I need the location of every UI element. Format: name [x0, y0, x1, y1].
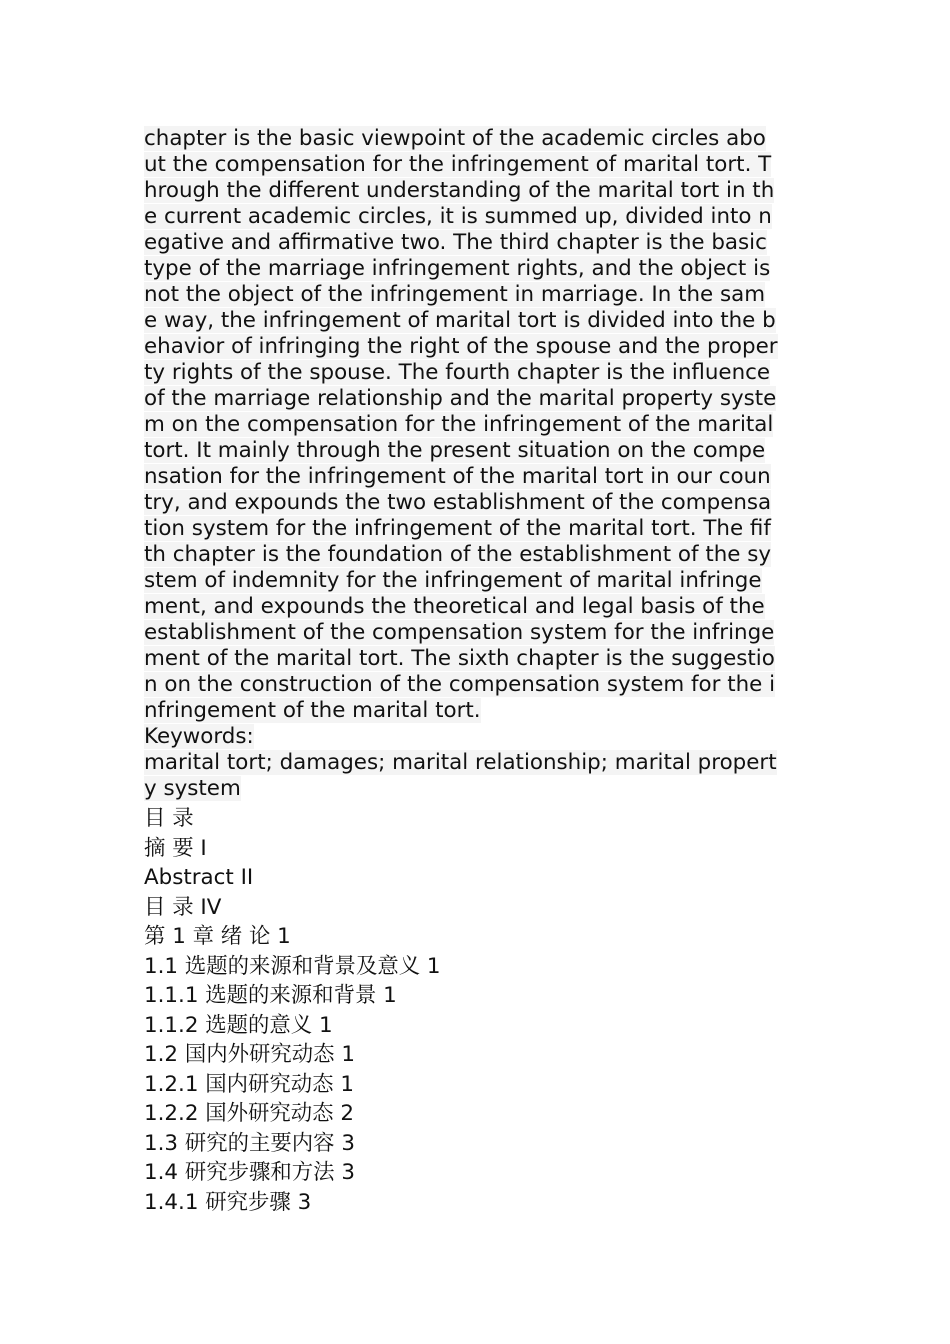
- toc-entry: 目 录 IV: [144, 894, 222, 920]
- abstract-line: nsation for the infringement of the marital tort in our coun: [144, 464, 771, 489]
- toc-entry: 1.2.1 国内研究动态 1: [144, 1071, 354, 1097]
- toc-entry: 1.2.2 国外研究动态 2: [144, 1101, 354, 1126]
- abstract-line: ut the compensation for the infringement of marital tort. T: [144, 152, 772, 177]
- abstract-line: chapter is the basic viewpoint of the academic circles abo: [144, 126, 766, 151]
- abstract-line: ty rights of the spouse. The fourth chapter is the influence: [144, 360, 771, 385]
- table-of-contents: [144, 804, 814, 1217]
- abstract-line: try, and expounds the two establishment of the compensa: [144, 490, 772, 515]
- toc-entry: 1.2 国内外研究动态 1: [144, 1042, 355, 1067]
- toc-heading: 目 录: [144, 806, 194, 831]
- toc-entry: 1.3 研究的主要内容 3: [144, 1130, 355, 1156]
- abstract-line: hrough the different understanding of the marital tort in th: [144, 178, 775, 203]
- document-page: [144, 126, 814, 1217]
- toc-entry: 1.1.2 选题的意义 1: [144, 1012, 333, 1038]
- abstract-line: establishment of the compensation system for the infringe: [144, 620, 775, 645]
- abstract-line: m on the compensation for the infringement of the marital: [144, 412, 774, 437]
- abstract-line: n on the construction of the compensation system for the i: [144, 672, 776, 697]
- abstract-line: egative and affirmative two. The third chapter is the basic: [144, 230, 767, 255]
- toc-entry: 1.4.1 研究步骤 3: [144, 1189, 312, 1215]
- abstract-line: e current academic circles, it is summed up, divided into n: [144, 204, 772, 229]
- toc-entry: 1.1 选题的来源和背景及意义 1: [144, 953, 441, 979]
- abstract-line: stem of indemnity for the infringement of marital infringe: [144, 568, 762, 593]
- keywords-label: Keywords:: [144, 724, 254, 749]
- toc-entry: Abstract II: [144, 865, 254, 890]
- toc-entry: 1.4 研究步骤和方法 3: [144, 1160, 355, 1185]
- toc-entry: 摘 要 I: [144, 835, 207, 861]
- keywords-line: marital tort; damages; marital relationship; marital propert: [144, 750, 777, 775]
- abstract-line: of the marriage relationship and the marital property syste: [144, 386, 777, 411]
- abstract-line: tort. It mainly through the present situation on the compe: [144, 438, 766, 463]
- abstract-line: ment of the marital tort. The sixth chapter is the suggestio: [144, 646, 775, 671]
- toc-entry: 第 1 章 绪 论 1: [144, 924, 291, 949]
- keywords-line: y system: [144, 776, 241, 801]
- abstract-line: tion system for the infringement of the marital tort. The fif: [144, 516, 771, 541]
- abstract-line: not the object of the infringement in marriage. In the sam: [144, 282, 766, 307]
- abstract-line: ment, and expounds the theoretical and legal basis of the: [144, 594, 765, 619]
- toc-entry: 1.1.1 选题的来源和背景 1: [144, 983, 397, 1008]
- abstract-line: nfringement of the marital tort.: [144, 698, 481, 723]
- abstract-line: ehavior of infringing the right of the spouse and the proper: [144, 334, 778, 359]
- abstract-line: th chapter is the foundation of the establishment of the sy: [144, 542, 772, 567]
- keywords-body: [144, 750, 814, 802]
- abstract-line: type of the marriage infringement rights, and the object is: [144, 256, 771, 281]
- abstract-body: [144, 126, 814, 724]
- abstract-line: e way, the infringement of marital tort is divided into the b: [144, 308, 776, 333]
